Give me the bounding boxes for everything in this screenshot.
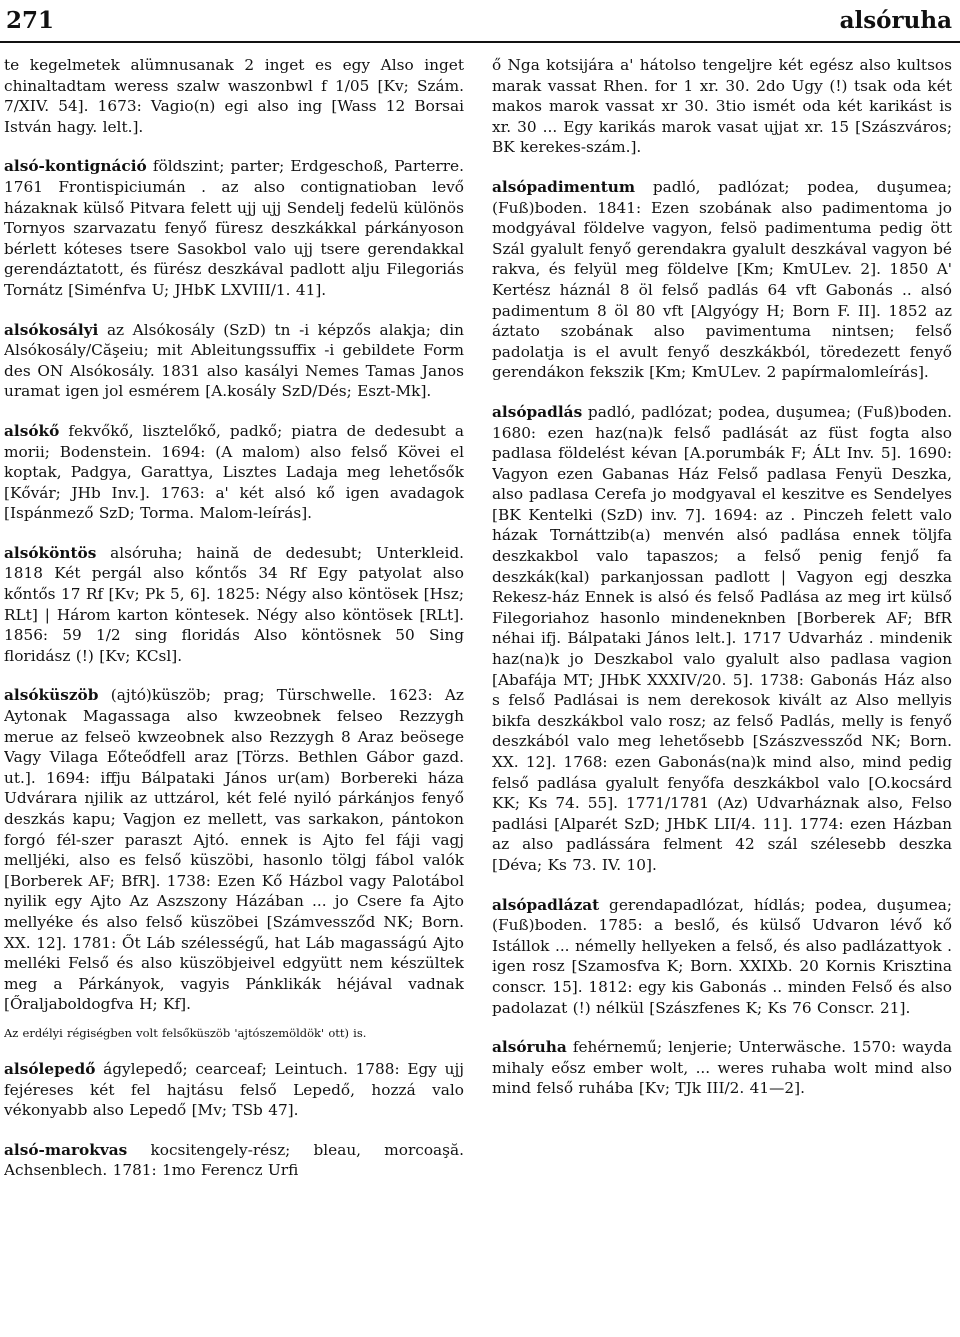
page-number: 271 bbox=[6, 6, 55, 34]
footnote-text: Az erdélyi régiségben volt felsőküszöb 'ajtószemöldök' ott) is. bbox=[4, 1025, 367, 1040]
dictionary-entry bbox=[4, 543, 464, 667]
dictionary-entry bbox=[4, 320, 464, 402]
right-column bbox=[492, 55, 952, 1331]
dictionary-entry bbox=[492, 895, 952, 1019]
entry-headword: alsópadlázat bbox=[492, 895, 600, 914]
left-column bbox=[4, 55, 464, 1331]
entry-headword: alsóköntös bbox=[4, 543, 97, 562]
entry-headword: alsólepedő bbox=[4, 1059, 96, 1078]
dictionary-entry bbox=[492, 1037, 952, 1099]
entry-text: az Alsókosály (SzD) tn -i képzős alakja; din Alsókosály/Căşeiu; mit Ableitungssuffix -i gebildete Form des ON Alsókosály. 1831 also kasályi Nemes Tamas Janos uramat igen jol esmérem [A.kosály SzD/Dés; Eszt-Mk]. bbox=[4, 320, 464, 401]
dictionary-entry bbox=[4, 1140, 464, 1181]
entry-headword: alsó-kontignáció bbox=[4, 157, 147, 176]
entry-text: ő Nga kotsijára a' hátolso tengeljre két egész also kultsos marak vassat Rhen. for 1 xr. 30. 2do Ugy (!) tsak oda két makos marok vassat xr 30. 3tio ismét oda két karikást is xr. 30 ... Egy karikás marok vasat ujjat xr. 15 [Szászváros; BK kerekes-szám.]. bbox=[492, 56, 952, 157]
entry-text: alsóruha; haină de dedesubt; Unterkleid. 1818 Két pergál also kőntős 34 Rf Egy patyolat also kőntős 17 Rf [Kv; Pk 5, 6]. 1825: Négy also köntösek [Hsz; RLt] | Három karton köntesek. Négy also köntösek [RLt]. 1856: 59 1/2 sing floridás Also köntösnek 50 Sing floridász (!) [Kv; KCsl]. bbox=[4, 543, 464, 665]
entry-text: (ajtó)küszöb; prag; Türschwelle. 1623: Az Aytonak Magassaga also kwzeobnek felseo Rezzygh merue az felseö kwzeobnek also Rezzygh 8 Araz beösege Vagy Vilaga Eőteődfell araz [Törzs. Bethlen Gábor gazd. ut.]. 1694: iffju Bálpataki János ur(am) Borbereki háza Udvárara njilik az uttzárol, két felé nyiló párkánjos fenyő deszkás kapu; Vagjon ez mellett, vas sarkakon, pántokon forgó fél-szer paraszt Ajtó. ennek is Ajto fel fáji vagj melljéki, also es felső küszöbi, hasonlo tölgj fábol valók [Borberek AF; BfR]. 1738: Ezen Kő Házbol vagy Palotábol nyilik egy Ajto Az Aszszony Házában ... jo Csere fa Ajto mellyéke és also felső küszöbei [Számvessződ NK; Born. XX. 12]. 1781: Őt Láb szélességű, hat Láb magasságú Ajto melléki Felső és also küszöbjeivel edgyütt nem készültek meg a Párkányok, vagyis Pánklikák héjával vadnak [Őraljaboldogfva H; Kf]. bbox=[4, 686, 464, 1014]
entry-headword: alsóruha bbox=[492, 1038, 567, 1057]
entry-headword: alsó-marokvas bbox=[4, 1140, 128, 1159]
entry-headword: alsópadimentum bbox=[492, 177, 636, 196]
dictionary-entry bbox=[492, 177, 952, 383]
dictionary-entry bbox=[4, 1059, 464, 1121]
dictionary-entry bbox=[4, 55, 464, 137]
entry-headword: alsópadlás bbox=[492, 402, 583, 421]
dictionary-entry bbox=[492, 55, 952, 158]
entry-text: te kegelmetek alümnusanak 2 inget es egy Also inget chinaltadtam weress szalw waszonbwl f 1/05 [Kv; Szám. 7/XIV. 54]. 1673: Vagio(n) egi also ing [Wass 12 Borsai István hagy. lelt.]. bbox=[4, 56, 464, 136]
dictionary-entry bbox=[4, 421, 464, 524]
entry-text: padló, padlózat; podea, duşumea; (Fuß)boden. 1680: ezen haz(na)k felső padlását az füst fogta also padlasa földelést kévan [A.porumbák F; ÁLt Inv. 5]. 1690: Vagyon ezen Gabanas Ház Felső padlasa Fenyü Deszka, also padlasa Cerefa jo modgyaval el keszitve es Sendelyes [BK Kentelki (SzD) inv. 7]. 1694: az . Pinczeh felett valo házak Tornáttzib(a) menvén alsó padlása ennek töljfa deszkakbol valo tapaszos; a felső penig fenjő fa deszkák(kal) parkanjossan padlott | Vagyon egj deszka Rekesz-ház Ennek is alsó és felső Padlása az meg irt külső Filegoriahoz hasonlo mindeneknben [Borberek AF; BfR néhai ifj. Bálpataki János lelt.]. 1717 Udvarház . mindenik haz(na)k jo Deszkabol valo gyalult also padlasa vagion [Abafája MT; JHbK XXXIV/20. 5]. 1738: Gabonás Ház also s felső Padlásai is nem derekosok kivált az Also mellyis bikfa deszkákbol valo rosz; az felső Padlás, melly is fenyő deszkából valo meg lehetősebb [Szászvessződ NK; Born. XX. 12]. 1768: ezen Gabonás(na)k mind also, mind pedig felső padlása gyalult fenyőfa deszkákbol valo [O.kocsárd KK; Ks 74. 55]. 1771/1781 (Az) Udvarháznak also, Felso padlási [Alparét SzD; JHbK LII/4. 11]. 1774: ezen Házban az also padlássára felment 42 szál szélesebb deszka [Déva; Ks 73. IV. 10]. bbox=[492, 402, 952, 874]
entry-text: fekvőkő, lisztelőkő, padkő; piatra de dedesubt a morii; Bodenstein. 1694: (A malom) also felső Kövei el koptak, Padgya, Garattya, Lisztes Ladaja meg lehetősők [Kővár; JHb Inv.]. 1763: a' két alsó kő igen avadagok [Ispánmező SzD; Torma. Malom-leírás]. bbox=[4, 421, 464, 523]
entry-text: földszint; parter; Erdgeschoß, Parterre. 1761 Frontispiciumán . az also contignatioban levő házaknak külső Pitvara felett ujj ujj Sendelj fedelü különös Tornyos szarvazatu fenyő füresz deszkákkal párkányoson bérlett kóteses tsere Sasokbol valo ujj tsere gerendakkal gerendáztatott, és fürész deszkával padlott alju Filegoriás Tornátz [Siménfva U; JHbK LXVIII/1. 41]. bbox=[4, 157, 464, 299]
running-head: alsóruha bbox=[839, 6, 952, 34]
dictionary-entry bbox=[4, 156, 464, 300]
entry-headword: alsókosályi bbox=[4, 320, 99, 339]
dictionary-entry bbox=[4, 685, 464, 1015]
entry-text: fehérnemű; lenjerie; Unterwäsche. 1570: wayda mihaly eősz ember wolt, ... weres ruhaba wolt mind also mind felső ruhába [Kv; TJk III/2. 41—2]. bbox=[492, 1038, 952, 1098]
footnote bbox=[4, 1026, 464, 1040]
entry-headword: alsókő bbox=[4, 421, 60, 440]
entry-text: gerendapadlózat, hídlás; podea, duşumea; (Fuß)boden. 1785: a beslő, és külső Udvaron lévő kő Istállok ... némelly hellyeken a felső, és also padlázattyok . igen rosz [Szamosfva K; Born. XXIXb. 20 Kornis Krisztina conscr. 15]. 1812: egy kis Gabonás .. minden Felső és also padolazat (!) nélkül [Szászfenes K; Ks 76 Conscr. 21]. bbox=[492, 895, 952, 1017]
page-header bbox=[6, 0, 952, 40]
header-rule bbox=[0, 41, 960, 43]
dictionary-entry bbox=[492, 402, 952, 876]
entry-headword: alsóküszöb bbox=[4, 686, 99, 705]
entry-text: padló, padlózat; podea, duşumea; (Fuß)boden. 1841: Ezen szobának also padimentoma jo modgyával földelve vagyon, felsö padimentuma pedig ött Szál gyalult fenyő gerendakra gyalult deszkával vagyon bé rakva, és felyül meg földelve [Km; KmULev. 2]. 1850 A' Kertész háznál 8 öl felső padlás 64 vft Gabonás .. alsó padimentum 8 öl 80 vft [Algyógy H; Born F. II]. 1852 az áztato szobának also pavimentuma nintsen; felső padolatja is el avult fenyő deszkákból, töredezett fenyő gerendákon fekszik [Km; KmULev. 2 papírmalomleírás]. bbox=[492, 177, 952, 382]
entry-text: kocsitengely-rész; bleau, morcoaşă. Achsenblech. 1781: 1mo Ferencz Urfi bbox=[4, 1140, 464, 1180]
entry-text: ágylepedő; cearceaf; Leintuch. 1788: Egy ujj fejéreses két fel hajtásu felső Lepedő, hozzá valo vékonyabb also Lepedő [Mv; TSb 47]. bbox=[4, 1059, 464, 1120]
